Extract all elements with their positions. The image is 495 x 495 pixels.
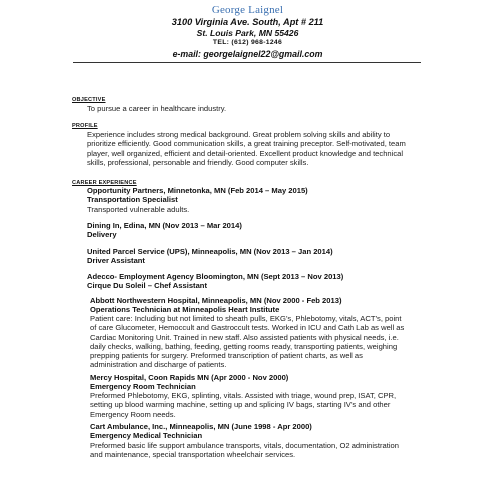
job-line: Preformed basic life support ambulance transports, vitals, documentation, O2 administration (90, 441, 399, 450)
job-description (90, 391, 396, 419)
address-line-1: 3100 Virginia Ave. South, Apt # 211 (171, 17, 324, 27)
job-line: administration and discharge of patients. (90, 360, 227, 370)
job-company: Opportunity Partners, Minnetonka, MN (Feb 2014 – May 2015) (87, 186, 308, 195)
job-entry (90, 296, 341, 315)
job-company: Abbott Northwestern Hospital, Minneapolis, MN (Nov 2000 - Feb 2013) (90, 296, 342, 305)
job-company: United Parcel Service (UPS), Minneapolis, MN (Nov 2013 – Jan 2014) (87, 247, 333, 256)
job-company: Mercy Hospital, Coon Rapids MN (Apr 2000 - Nov 2000) (90, 373, 289, 382)
job-description (90, 314, 404, 370)
job-role: Emergency Medical Technician (90, 431, 203, 441)
job-role: Emergency Room Technician (90, 382, 196, 392)
job-description (87, 205, 189, 214)
job-line: prepping patients for surgery. Preformed transcription of patient charts, as well as (90, 351, 363, 361)
profile-line: skills, professional, personable and friendly. Good computer skills. (87, 157, 309, 167)
job-entry (87, 221, 242, 240)
job-role: Transportation Specialist (87, 195, 178, 205)
job-entry (90, 422, 312, 441)
job-line: Patient care: Including but not limited to sheath pulls, EKG’s, Phlebotomy, vitals, ACT’s, point (90, 314, 402, 323)
job-role: Driver Assistant (87, 256, 145, 266)
career-heading: CAREER EXPERIENCE (72, 180, 137, 186)
email-address: e-mail: georgelaignel22@gmail.com (172, 49, 323, 59)
address-line-2: St. Louis Park, MN 55426 (196, 28, 299, 38)
job-description (90, 441, 399, 460)
job-role: Cirque Du Soleil – Chef Assistant (87, 281, 207, 291)
profile-line: Experience includes strong medical background. Great problem solving skills and ability to (87, 130, 391, 139)
profile-heading: PROFILE (72, 123, 98, 129)
job-line: and maintenance, special transportation wheelchair services. (90, 450, 296, 460)
header-divider (73, 62, 421, 63)
job-line: Transported vulnerable adults. (87, 205, 190, 214)
objective-text: To pursue a career in healthcare industry. (87, 104, 227, 113)
profile-line: prioritize efficiently. Good communication skills, a great training preceptor. Self-motivated, team (87, 139, 406, 149)
job-role: Operations Technician at Minneapolis Heart Institute (90, 305, 280, 315)
job-line: of care Glucometer, Hemoccult and Gastroccult tests. Worked in ICU and Cath Lab as well as (90, 323, 405, 333)
job-role: Delivery (87, 230, 117, 240)
telephone: TEL: (612) 968-1246 (212, 39, 283, 46)
job-company: Adecco- Employment Agency Bloomington, MN (Sept 2013 – Nov 2013) (87, 272, 344, 281)
job-line: setting up blood warming machine, setting up and splicing IV bags, starting IV’s and other (90, 400, 391, 410)
job-entry (87, 272, 343, 291)
profile-line: player, well organized, efficient and detail-oriented. Excellent product knowledge and technical (87, 148, 404, 158)
job-line: Preformed Phlebotomy, EKG, splinting, vitals. Assisted with triage, wound prep, ISAT, CPR, (90, 391, 397, 400)
objective-heading: OBJECTIVE (72, 97, 106, 103)
job-line: daily checks, walking, bathing, feeding, getting rooms ready, transporting patients, weighing (90, 341, 398, 351)
job-entry (87, 247, 333, 266)
job-company: Cart Ambulance, Inc., Minneapolis, MN (June 1998 - Apr 2000) (90, 422, 312, 431)
profile-block (87, 130, 406, 167)
job-entry (90, 373, 288, 392)
job-entry (87, 186, 308, 205)
job-company: Dining In, Edina, MN (Nov 2013 – Mar 2014) (87, 221, 242, 230)
job-line: Cardiac Monitoring Unit. Trained in new staff. Also assisted patients with physical needs, i.e. (90, 332, 399, 342)
job-line: Emergency Room needs. (90, 409, 176, 419)
candidate-name: George Laignel (211, 4, 284, 16)
